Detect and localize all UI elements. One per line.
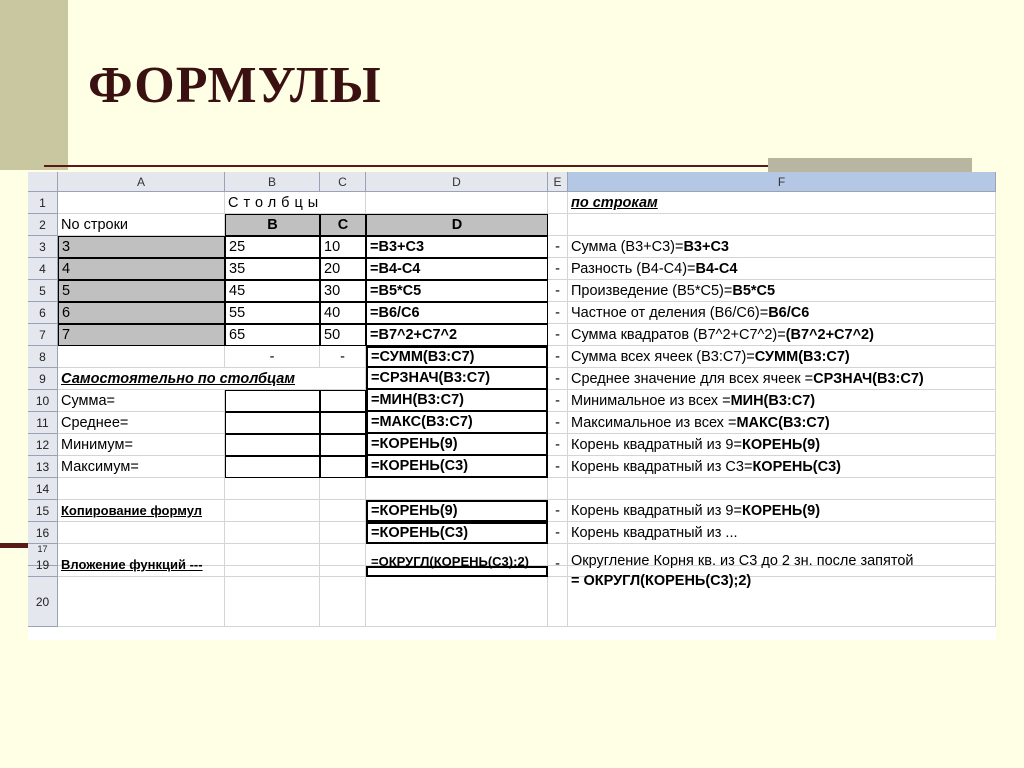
- row-header[interactable]: 9: [28, 368, 58, 390]
- cell-e3[interactable]: -: [548, 236, 568, 258]
- cell-b16[interactable]: [225, 522, 320, 544]
- row-header[interactable]: 8: [28, 346, 58, 368]
- cell-c6[interactable]: 40: [320, 302, 366, 324]
- cell-f7-formula: (B7^2+C7^2): [785, 326, 874, 343]
- cell-c16[interactable]: [320, 522, 366, 544]
- cell-d10[interactable]: =МИН(B3:C7): [366, 390, 548, 412]
- cell-f8-text: Сумма всех ячеек (B3:C7)=: [571, 348, 755, 365]
- cell-f4-formula: B4-C4: [695, 260, 738, 277]
- cell-f4-text: Разность (B4-C4)=: [571, 260, 696, 277]
- cell-a13[interactable]: Максимум=: [58, 456, 225, 478]
- cell-e13[interactable]: -: [548, 456, 568, 478]
- row-header[interactable]: 1: [28, 192, 58, 214]
- cell-b11[interactable]: [225, 412, 320, 434]
- title-underline-block: [768, 158, 972, 172]
- cell-b13[interactable]: [225, 456, 320, 478]
- column-header-e[interactable]: E: [548, 172, 568, 192]
- cell-a16[interactable]: [58, 522, 225, 544]
- cell-a9[interactable]: Самостоятельно по столбцам: [58, 368, 366, 390]
- cell-e7[interactable]: -: [548, 324, 568, 346]
- cell-c3[interactable]: 10: [320, 236, 366, 258]
- cell-b1[interactable]: Столбцы: [225, 192, 366, 214]
- cell-a5[interactable]: 5: [58, 280, 225, 302]
- row-header[interactable]: 14: [28, 478, 58, 500]
- cell-d16[interactable]: =КОРЕНЬ(C3): [366, 522, 548, 544]
- cell-f8[interactable]: [568, 346, 996, 368]
- cell-f6[interactable]: [568, 302, 996, 324]
- spreadsheet: [28, 172, 996, 640]
- cell-b10[interactable]: [225, 390, 320, 412]
- cell-a7[interactable]: 7: [58, 324, 225, 346]
- cell-f15[interactable]: [568, 500, 996, 522]
- cell-e2[interactable]: [548, 214, 568, 236]
- cell-f3[interactable]: [568, 236, 996, 258]
- cell-d20[interactable]: [366, 577, 548, 627]
- cell-b19[interactable]: [225, 566, 320, 577]
- cell-b15[interactable]: [225, 500, 320, 522]
- column-header-c[interactable]: C: [320, 172, 366, 192]
- cell-f20[interactable]: [568, 577, 996, 627]
- cell-a20[interactable]: [58, 577, 225, 627]
- cell-e20[interactable]: [548, 577, 568, 627]
- cell-a4[interactable]: 4: [58, 258, 225, 280]
- cell-e11[interactable]: -: [548, 412, 568, 434]
- cell-f9-text: Среднее значение для всех ячеек =: [571, 370, 814, 387]
- left-decor-bar: [0, 0, 68, 170]
- cell-e9[interactable]: -: [548, 368, 568, 390]
- row-header[interactable]: 12: [28, 434, 58, 456]
- cell-c19[interactable]: [320, 566, 366, 577]
- cell-b17[interactable]: [225, 544, 320, 566]
- cell-f5-formula: B5*C5: [732, 282, 776, 299]
- row-header[interactable]: 6: [28, 302, 58, 324]
- cell-b20[interactable]: [225, 577, 320, 627]
- cell-f8-formula: СУММ(B3:C7): [754, 348, 850, 365]
- cell-f11[interactable]: [568, 412, 996, 434]
- cell-f3-text: Сумма (B3+C3)=: [571, 238, 684, 255]
- cell-b14[interactable]: [225, 478, 320, 500]
- cell-f7[interactable]: [568, 324, 996, 346]
- cell-c8[interactable]: -: [320, 346, 366, 368]
- cell-c4[interactable]: 20: [320, 258, 366, 280]
- cell-f19-formula: = ОКРУГЛ(КОРЕНЬ(C3);2): [571, 573, 752, 589]
- cell-f10-text: Минимальное из всех =: [571, 392, 731, 409]
- cell-f12-text: Корень квадратный из 9=: [571, 436, 742, 453]
- cell-e16[interactable]: -: [548, 522, 568, 544]
- row-header[interactable]: 3: [28, 236, 58, 258]
- cell-f5[interactable]: [568, 280, 996, 302]
- cell-b3[interactable]: 25: [225, 236, 320, 258]
- cell-a15[interactable]: Копирование формул: [58, 500, 225, 522]
- cell-b12[interactable]: [225, 434, 320, 456]
- cell-d6[interactable]: =B6/C6: [366, 302, 548, 324]
- cell-b4[interactable]: 35: [225, 258, 320, 280]
- cell-e6[interactable]: -: [548, 302, 568, 324]
- cell-a6[interactable]: 6: [58, 302, 225, 324]
- cell-f6-text: Частное от деления (B6/C6)=: [571, 304, 769, 321]
- cell-e12[interactable]: -: [548, 434, 568, 456]
- cell-d5[interactable]: =B5*C5: [366, 280, 548, 302]
- cell-f9-formula: СРЗНАЧ(B3:C7): [813, 370, 924, 387]
- row-header[interactable]: 17: [28, 544, 58, 566]
- cell-a3[interactable]: 3: [58, 236, 225, 258]
- cell-f13[interactable]: [568, 456, 996, 478]
- cell-d4[interactable]: =B4-C4: [366, 258, 548, 280]
- cell-d19[interactable]: =ОКРУГЛ(КОРЕНЬ(C3);2): [366, 566, 548, 577]
- cell-d1[interactable]: [366, 192, 548, 214]
- cell-c5[interactable]: 30: [320, 280, 366, 302]
- row-header[interactable]: 13: [28, 456, 58, 478]
- cell-d3[interactable]: =B3+C3: [366, 236, 548, 258]
- row-header[interactable]: 2: [28, 214, 58, 236]
- cell-f19[interactable]: [568, 553, 996, 589]
- cell-c14[interactable]: [320, 478, 366, 500]
- cell-f14[interactable]: [568, 478, 996, 500]
- cell-d11[interactable]: =МАКС(B3:C7): [366, 412, 548, 434]
- cell-e8[interactable]: -: [548, 346, 568, 368]
- row-header[interactable]: 16: [28, 522, 58, 544]
- cell-d12[interactable]: =КОРЕНЬ(9): [366, 434, 548, 456]
- row-header[interactable]: 5: [28, 280, 58, 302]
- row-header[interactable]: 15: [28, 500, 58, 522]
- cell-a19[interactable]: Вложение функций ---: [58, 566, 225, 577]
- cell-f7-text: Сумма квадратов (B7^2+C7^2)=: [571, 326, 786, 343]
- cell-c15[interactable]: [320, 500, 366, 522]
- slide-title: ФОРМУЛЫ: [88, 57, 382, 114]
- select-all-corner[interactable]: [28, 172, 58, 192]
- cell-b2[interactable]: B: [225, 214, 320, 236]
- cell-a10[interactable]: Сумма=: [58, 390, 225, 412]
- cell-a14[interactable]: [58, 478, 225, 500]
- cell-f19-text: Округление Корня кв. из C3 до 2 зн. после запятой: [571, 553, 914, 569]
- cell-d9[interactable]: =СРЗНАЧ(B3:C7): [366, 368, 548, 390]
- row-header[interactable]: 10: [28, 390, 58, 412]
- cell-c10[interactable]: [320, 390, 366, 412]
- cell-f2[interactable]: [568, 214, 996, 236]
- cell-a12[interactable]: Минимум=: [58, 434, 225, 456]
- row-header[interactable]: [28, 566, 58, 577]
- cell-c13[interactable]: [320, 456, 366, 478]
- cell-f9[interactable]: [568, 368, 996, 390]
- cell-c7[interactable]: 50: [320, 324, 366, 346]
- cell-c12[interactable]: [320, 434, 366, 456]
- cell-c17[interactable]: [320, 544, 366, 566]
- cell-f11-text: Максимальное из всех =: [571, 414, 737, 431]
- row-header[interactable]: 4: [28, 258, 58, 280]
- cell-a1[interactable]: [58, 192, 225, 214]
- cell-f12[interactable]: [568, 434, 996, 456]
- row-header[interactable]: 20: [28, 577, 58, 627]
- cell-f6-formula: B6/C6: [768, 304, 810, 321]
- cell-d8[interactable]: =СУММ(B3:C7): [366, 346, 548, 368]
- cell-f4[interactable]: [568, 258, 996, 280]
- cell-b7[interactable]: 65: [225, 324, 320, 346]
- cell-e15[interactable]: -: [548, 500, 568, 522]
- cell-f13-formula: КОРЕНЬ(C3): [752, 458, 841, 475]
- cell-e19[interactable]: -: [548, 566, 568, 577]
- column-header-a[interactable]: A: [58, 172, 225, 192]
- cell-d7[interactable]: =B7^2+C7^2: [366, 324, 548, 346]
- cell-a11[interactable]: Среднее=: [58, 412, 225, 434]
- row-header[interactable]: 7: [28, 324, 58, 346]
- cell-d14[interactable]: [366, 478, 548, 500]
- cell-f5-text: Произведение (B5*C5)=: [571, 282, 733, 299]
- column-header-b[interactable]: B: [225, 172, 320, 192]
- cell-f12-formula: КОРЕНЬ(9): [741, 436, 821, 453]
- cell-c2[interactable]: C: [320, 214, 366, 236]
- cell-b8[interactable]: -: [225, 346, 320, 368]
- cell-e1[interactable]: [548, 192, 568, 214]
- cell-e14[interactable]: [548, 478, 568, 500]
- cell-e4[interactable]: -: [548, 258, 568, 280]
- cell-f3-formula: B3+C3: [683, 238, 729, 255]
- cell-d13[interactable]: =КОРЕНЬ(C3): [366, 456, 548, 478]
- spreadsheet-grid: [28, 172, 996, 644]
- cell-e10[interactable]: -: [548, 390, 568, 412]
- cell-a8[interactable]: [58, 346, 225, 368]
- cell-c20[interactable]: [320, 577, 366, 627]
- cell-a2[interactable]: No строки: [58, 214, 225, 236]
- column-header-f[interactable]: F: [568, 172, 996, 192]
- row-header[interactable]: 11: [28, 412, 58, 434]
- cell-d15[interactable]: =КОРЕНЬ(9): [366, 500, 548, 522]
- cell-f11-formula: МАКС(B3:C7): [736, 414, 830, 431]
- cell-c11[interactable]: [320, 412, 366, 434]
- cell-b5[interactable]: 45: [225, 280, 320, 302]
- cell-f15-text: Корень квадратный из 9=: [571, 502, 742, 519]
- cell-f15-formula: КОРЕНЬ(9): [741, 502, 821, 519]
- cell-f16[interactable]: Корень квадратный из ...: [568, 522, 996, 544]
- cell-b6[interactable]: 55: [225, 302, 320, 324]
- cell-f10-formula: МИН(B3:C7): [730, 392, 816, 409]
- cell-e5[interactable]: -: [548, 280, 568, 302]
- cell-f10[interactable]: [568, 390, 996, 412]
- cell-d2[interactable]: D: [366, 214, 548, 236]
- cell-f1[interactable]: по строкам: [568, 192, 996, 214]
- cell-f13-text: Корень квадратный из C3=: [571, 458, 753, 475]
- column-header-d[interactable]: D: [366, 172, 548, 192]
